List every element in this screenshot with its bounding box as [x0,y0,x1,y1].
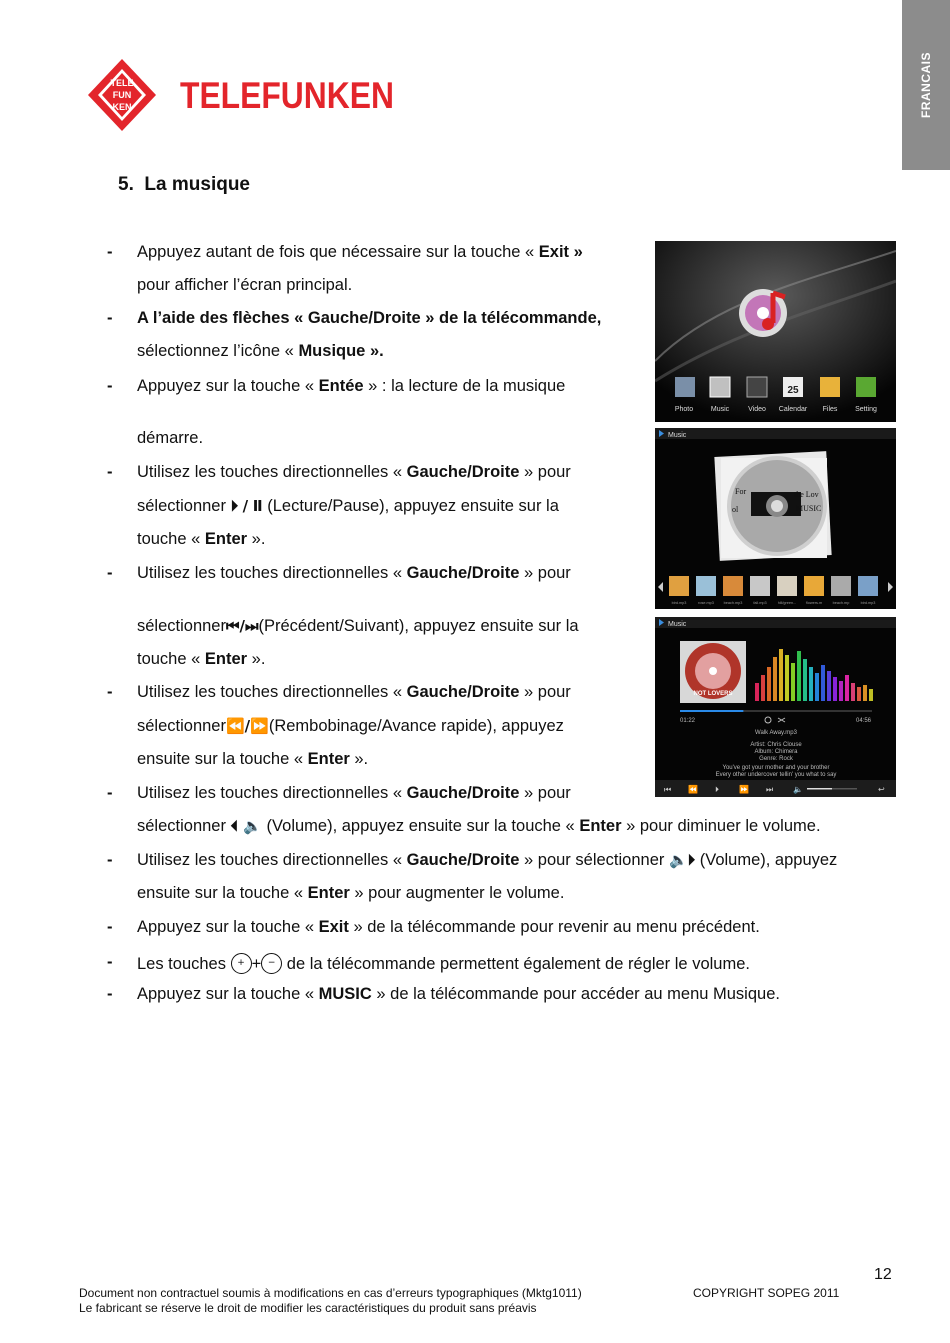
time-total: 04:56 [855,718,871,724]
text-line: ensuite sur la touche « Enter ». [137,750,369,768]
menu-label-music: Music [710,406,730,413]
text-line: Utilisez les touches directionnelles « Gauche/Droite » pour [137,564,571,582]
player-title: Music [668,621,687,628]
volume-down-icon: ⏴ 🔈 [230,817,262,835]
equalizer-bar [857,687,861,701]
text-line: sélectionner ⏴ 🔈 (Volume), appuyez ensuite sur la touche « Enter » pour diminuer le volume. [137,817,821,835]
footer-line-1: Document non contractuel soumis à modifications en cas d’erreurs typographiques (Mktg1011) [79,1286,582,1300]
bullet-dash: - [107,564,113,582]
thumbnail [750,576,770,596]
equalizer-bar [755,683,759,701]
language-label: FRANCAIS [919,52,933,118]
next-control-icon: ⏭ [766,785,774,794]
rewind-icon: ⏪ [225,717,245,735]
calendar-day: 25 [787,385,799,396]
prev-control-icon: ⏮ [664,785,672,794]
text-line: Utilisez les touches directionnelles « Gauche/Droite » pour [137,463,571,481]
text-line: Appuyez sur la touche « Entée » : la lecture de la musique [137,377,566,395]
thumbnail [696,576,716,596]
track-album: Album: Chimera [754,749,798,755]
video-app-icon [747,377,767,397]
track-genre: Genre: Rock [759,756,793,762]
separator: / [244,717,251,735]
svg-text:the Lov: the Lov [794,490,819,499]
footer-line-2: Le fabricant se réserve le droit de modifier les caractéristiques du produit sans préavis [79,1301,537,1315]
section-heading: La musique [144,174,250,195]
equalizer-bar [845,675,849,701]
bullet-dash: - [107,683,113,701]
emblem-line-2: FUN [112,90,132,100]
track-name: Walk Away.mp3 [755,730,797,736]
menu-label-photo: Photo [674,406,694,413]
footer-disclaimer [79,1286,582,1316]
text-line: touche « Enter ». [137,530,266,548]
bullet-dash: - [107,377,113,395]
rewind-control-icon: ⏪ [688,785,698,794]
bullet-dash: - [107,243,113,261]
photo-app-icon [675,377,695,397]
separator: / [239,617,245,635]
thumbnail-label: rose.mp3 [698,601,714,605]
play-icon: ⏵ [230,497,239,515]
thumbnail [777,576,797,596]
equalizer-bar [803,659,807,701]
text-line: Utilisez les touches directionnelles « Gauche/Droite » pour sélectionner 🔈⏵ (Volume), appuyez [137,851,838,869]
equalizer-bar [779,649,783,701]
track-artist: Artist: Chris Clouse [750,742,802,748]
text-line: Appuyez autant de fois que nécessaire sur la touche « Exit » [137,243,583,261]
thumbnail-label: beach.mp3 [723,601,743,605]
equalizer-bar [839,681,843,701]
text-line: Appuyez sur la touche « Exit » de la télécommande pour revenir au menu précédent. [137,918,760,936]
play-control-icon: ⏵ [715,785,719,794]
bullet-dash: - [107,953,113,971]
thumbnail-label: bird.mp3 [860,601,876,605]
text-line: démarre. [137,429,204,447]
section-number: 5. [118,174,134,195]
menu-label-files: Files [822,406,838,413]
telefunken-emblem-icon [88,59,156,131]
thumbnail-label: fall.mp3 [753,601,767,605]
text-line: Les touches + + − de la télécommande permettent également de régler le volume. [137,955,750,973]
emblem-line-3: KEN [112,102,132,112]
volume-minus-button-icon: − [261,953,282,974]
text-line: sélectionnez l’icône « Musique ». [137,342,384,360]
next-icon: ⏭ [244,617,259,635]
text-line: Appuyez sur la touche « MUSIC » de la télécommande pour accéder au menu Musique. [137,985,780,1003]
svg-text:For: For [735,487,747,496]
volume-fill [807,788,832,790]
menu-label-calendar: Calendar [778,406,808,413]
ff-control-icon: ⏩ [739,785,749,794]
svg-text:ol: ol [732,505,739,514]
pause-icon: Ⅱ [252,497,263,515]
thumbnail-label: hill/green... [777,601,797,605]
text-line: sélectionner⏪/⏩(Rembobinage/Avance rapide), appuyez [137,717,564,735]
menu-label-video: Video [748,406,766,413]
music-player-screenshot [655,617,896,797]
music-browser-screenshot [655,428,896,609]
volume-plus-button-icon: + [231,953,252,974]
language-tab [902,0,950,170]
equalizer-bar [767,667,771,701]
text-line: pour afficher l’écran principal. [137,276,353,294]
equalizer-bar [851,683,855,701]
telefunken-logo [84,55,404,135]
text-line: Utilisez les touches directionnelles « Gauche/Droite » pour [137,683,571,701]
equalizer-bar [821,665,825,701]
equalizer-bar [761,675,765,701]
menu-label-setting: Setting [855,406,877,413]
thumbnail-label: flowers.m [805,601,823,605]
thumbnail-label: beach.mp [832,601,850,605]
equalizer-bar [827,671,831,701]
bullet-dash: - [107,918,113,936]
text-line: A l’aide des flèches « Gauche/Droite » de la télécommande, [137,309,602,327]
files-app-icon [820,377,840,397]
section-title [118,174,250,196]
equalizer-bar [791,663,795,701]
bullet-dash: - [107,985,113,1003]
text-line: sélectionner ⏵ / Ⅱ (Lecture/Pause), appuyez ensuite sur la [137,497,559,515]
previous-icon: ⏮ [225,617,240,635]
text-line: sélectionner⏮/⏭(Précédent/Suivant), appuyez ensuite sur la [137,617,579,635]
bullet-dash: - [107,784,113,802]
thumbnail [723,576,743,596]
bullet-dash: - [107,309,113,327]
equalizer-bar [815,673,819,701]
footer-copyright: COPYRIGHT SOPEG 2011 [693,1286,840,1300]
lyrics-line-1: You've got your mother and your brother [722,765,830,771]
thumbnail [804,576,824,596]
text-line: ensuite sur la touche « Enter » pour augmenter le volume. [137,884,565,902]
bullet-dash: - [107,463,113,481]
bullet-dash: - [107,851,113,869]
brand-wordmark: TELEFUNKEN [180,75,394,116]
text-line: Utilisez les touches directionnelles « Gauche/Droite » pour [137,784,571,802]
equalizer-bar [785,655,789,701]
return-control-icon: ↩ [878,785,885,794]
equalizer-bar [809,667,813,701]
album-cover-text: NOT LOVERS [693,691,733,697]
fast-forward-icon: ⏩ [250,717,269,735]
equalizer-bar [773,657,777,701]
separator: / [242,497,249,515]
emblem-line-1: TELE [110,78,134,88]
time-elapsed: 01:22 [680,718,696,724]
home-menu-screenshot [655,241,896,422]
equalizer-bar [869,689,873,701]
page-number: 12 [874,1266,892,1283]
equalizer-bar [863,685,867,701]
equalizer-bar [833,677,837,701]
setting-app-icon [856,377,876,397]
volume-up-icon: 🔈⏵ [668,851,696,869]
svg-text:MUSIC: MUSIC [796,504,822,513]
equalizer-bar [797,651,801,701]
text-line: touche « Enter ». [137,650,266,668]
volume-control-icon: 🔈 [793,785,803,794]
thumbnail-label: bird.mp3 [671,601,687,605]
progress-fill [680,710,743,712]
thumbnail [831,576,851,596]
lyrics-line-2: Every other undercover tellin' you what to say [715,772,837,778]
music-app-icon [710,377,730,397]
thumbnail [669,576,689,596]
browser-title: Music [668,432,687,439]
thumbnail [858,576,878,596]
music-disc-icon [739,289,787,337]
